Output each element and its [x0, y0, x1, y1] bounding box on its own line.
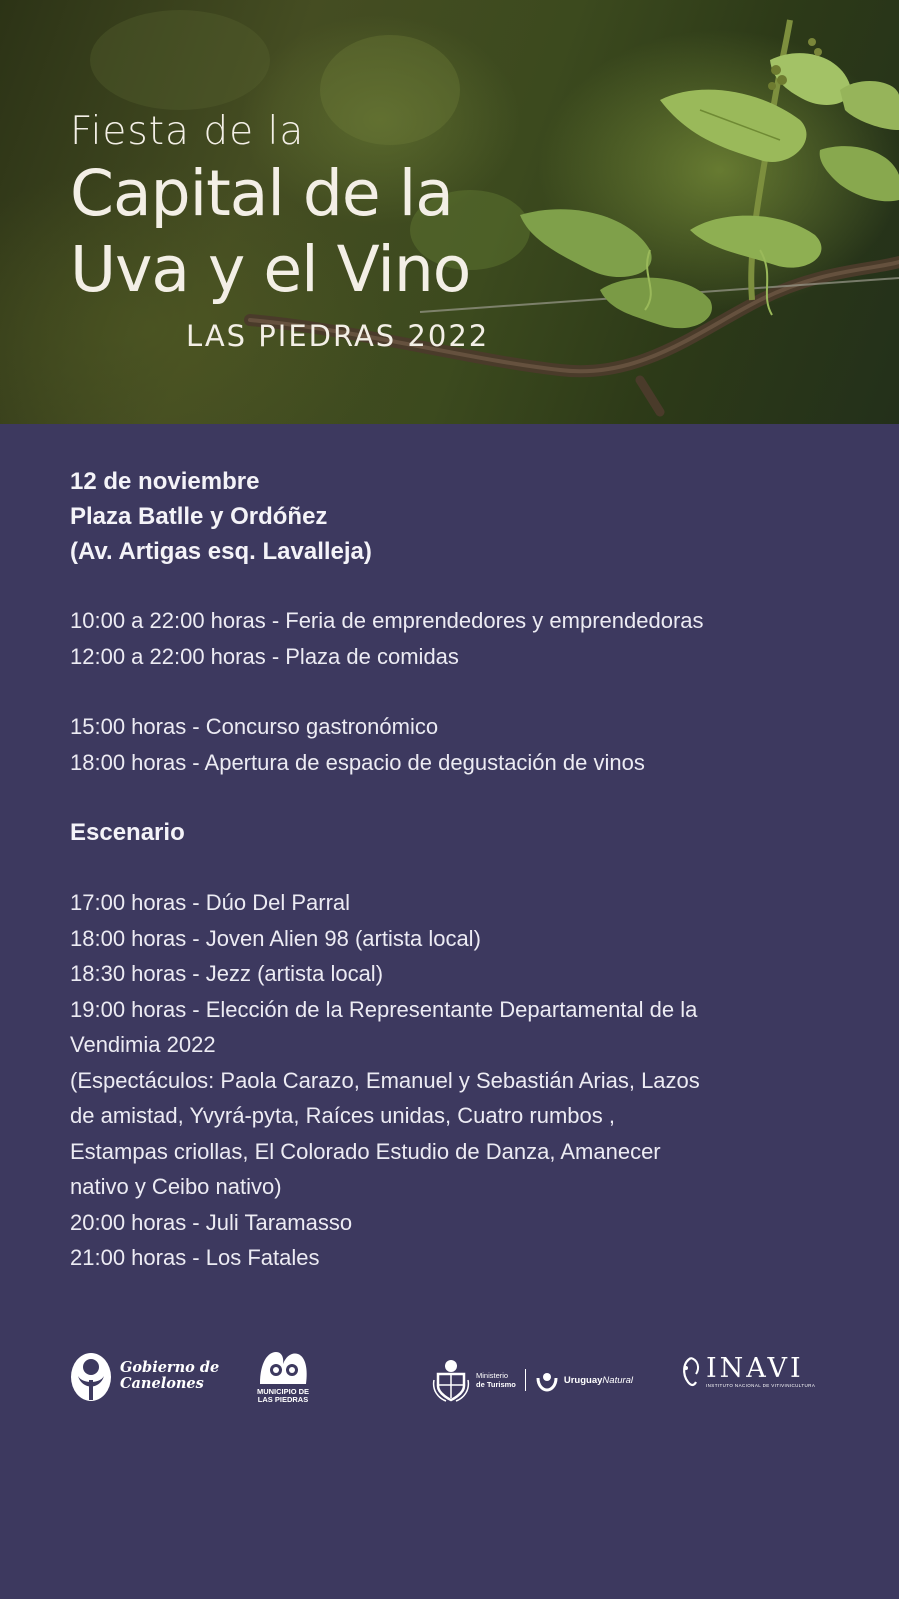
municipio-emblem-icon: [256, 1348, 310, 1386]
stage-item: 18:30 horas - Jezz (artista local): [70, 961, 384, 986]
title-subtitle: LAS PIEDRAS 2022: [186, 319, 490, 353]
inavi-name: INAVI: [706, 1353, 804, 1384]
stage-item: de amistad, Yvyrá-pyta, Raíces unidas, Cuatro rumbos ,: [70, 1103, 615, 1128]
spacer: [70, 850, 850, 885]
ministerio-line-1: Ministerio: [476, 1371, 509, 1380]
schedule-item: 10:00 a 22:00 horas - Feria de emprendedores y emprendedoras: [70, 608, 704, 633]
stage-item: 20:00 horas - Juli Taramasso: [70, 1209, 353, 1235]
event-details: [70, 464, 850, 1276]
turismo-logo: [432, 1358, 633, 1402]
logo-divider: [525, 1369, 526, 1391]
event-address: (Av. Artigas esq. Lavalleja): [70, 538, 372, 565]
canelones-line-1: Gobierno de: [120, 1359, 220, 1376]
schedule-item: 12:00 a 22:00 horas - Plaza de comidas: [70, 643, 459, 669]
municipio-line-2: LAS PIEDRAS: [257, 1395, 309, 1404]
stage-item: 17:00 horas - Dúo Del Parral: [70, 890, 351, 915]
canelones-logo: [70, 1350, 219, 1402]
uruguay-coat-of-arms-icon: [432, 1358, 470, 1402]
spacer: [70, 780, 850, 815]
stage-item: nativo y Ceibo nativo): [70, 1174, 282, 1199]
event-date: 12 de noviembre: [70, 468, 260, 495]
spacer: [70, 569, 850, 603]
uruguay-italic: Natural: [602, 1374, 634, 1386]
stage-item: (Espectáculos: Paola Carazo, Emanuel y Sebastián Arias, Lazos: [70, 1067, 700, 1093]
canelones-emblem-icon: [70, 1350, 112, 1402]
uruguay-bold: Uruguay: [563, 1374, 603, 1386]
canelones-line-2: Canelones: [120, 1375, 204, 1392]
stage-heading: Escenario: [70, 819, 185, 846]
inavi-subtitle: INSTITUTO NACIONAL DE VITIVINICULTURA: [706, 1383, 816, 1388]
stage-item: 21:00 horas - Los Fatales: [70, 1245, 320, 1270]
municipio-line-1: MUNICIPIO DE: [256, 1387, 310, 1396]
hero-title: [70, 108, 510, 354]
spacer: [70, 674, 850, 709]
stage-item: Estampas criollas, El Colorado Estudio de Danza, Amanecer: [70, 1138, 661, 1164]
stage-item: 18:00 horas - Joven Alien 98 (artista local): [70, 925, 481, 951]
uruguay-natural-icon: [535, 1368, 559, 1392]
inavi-vine-icon: [678, 1354, 704, 1390]
municipio-logo: [256, 1348, 310, 1404]
stage-item: 19:00 horas - Elección de la Representante Departamental de la: [70, 996, 698, 1022]
inavi-logo: [678, 1354, 815, 1390]
schedule-item: 15:00 horas - Concurso gastronómico: [70, 714, 439, 739]
event-place: Plaza Batlle y Ordóñez: [70, 503, 328, 530]
title-small: Fiesta de la: [70, 109, 305, 154]
sponsor-logos: [70, 1348, 830, 1408]
hero-banner: [0, 0, 899, 424]
schedule-item: 18:00 horas - Apertura de espacio de degustación de vinos: [70, 749, 645, 775]
stage-item: Vendimia 2022: [70, 1032, 216, 1057]
ministerio-line-2: de Turismo: [476, 1380, 516, 1389]
title-line-2: Uva y el Vino: [70, 233, 471, 306]
title-line-1: Capital de la: [70, 157, 453, 230]
